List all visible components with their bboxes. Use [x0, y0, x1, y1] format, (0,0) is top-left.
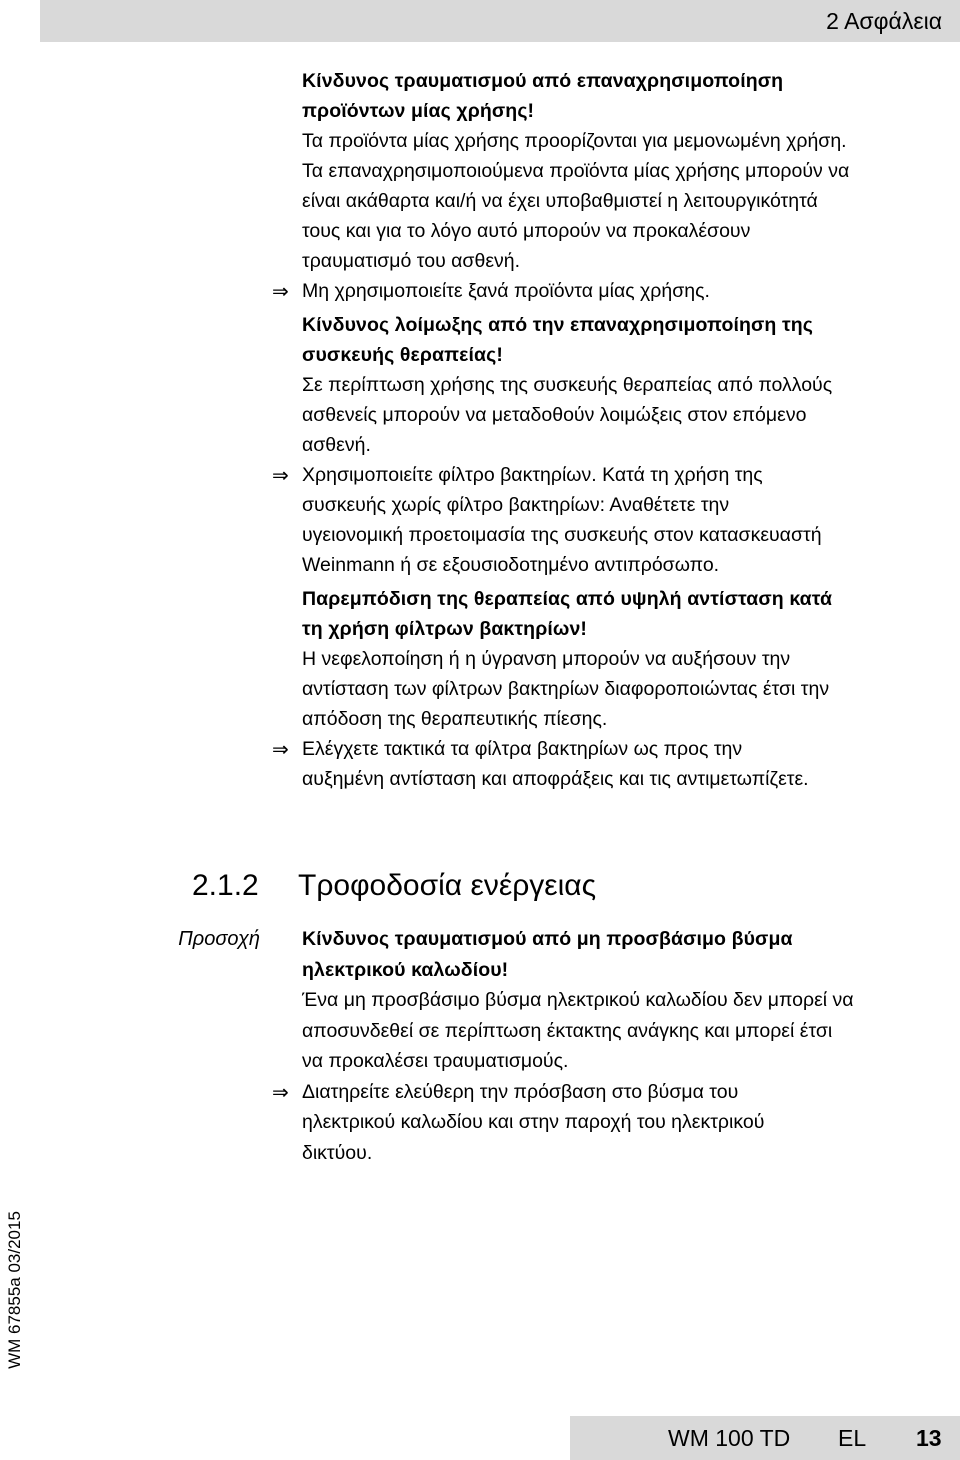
warning-body: Η νεφελοποίηση ή η ύγρανση μπορούν να αυξήσουν την αντίσταση των φίλτρων βακτηρίων διαφοροποιώντας έτσι την απόδοση της θεραπευτικής πίεσης. [302, 648, 830, 730]
warning-action: ⇒ Ελέγχετε τακτικά τα φίλτρα βακτηρίων ως προς την αυξημένη αντίσταση και αποφράξεις και τις αντιμετωπίζετε. [272, 734, 954, 794]
warning-infection [272, 310, 954, 580]
arrow-right-icon: ⇒ [272, 279, 289, 303]
warning-action: ⇒ Χρησιμοποιείτε φίλτρο βακτηρίων. Κατά τη χρήση της συσκευής χωρίς φίλτρο βακτηρίων: Αναθέτετε την υγειονομική προετοιμασία της συσκευής στον κατασκευαστή Weinmann ή σε εξουσιοδοτημένο αντιπρόσωπο. [272, 460, 954, 580]
warning-reuse-single-use [272, 66, 954, 306]
caution-label: Προσοχή [178, 928, 260, 950]
warning-heading: Κίνδυνος τραυματισμού από μη προσβάσιμο βύσμα ηλεκτρικού καλωδίου! [302, 928, 793, 981]
warning-heading: Παρεμπόδιση της θεραπείας από υψηλή αντίσταση κατά τη χρήση φίλτρων βακτηρίων! [302, 588, 833, 640]
page-number: 13 [916, 1425, 942, 1451]
power-supply-warning [272, 924, 954, 1172]
warnings-content [272, 66, 954, 798]
arrow-right-icon: ⇒ [272, 1079, 289, 1104]
warning-body: Τα προϊόντα μίας χρήσης προορίζονται για μεμονωμένη χρήση. Τα επαναχρησιμοποιούμενα προϊόντα μίας χρήσης μπορούν να είναι ακάθαρτα και/ή να έχει υποβαθμιστεί η λειτουργικότητά τους και για το λόγο αυτό μπορούν να προκαλέσουν τραυματισμό του ασθενή. [302, 130, 850, 272]
warning-bacteria-filter-resistance [272, 584, 954, 794]
footer-language: EL [838, 1425, 867, 1451]
chapter-title: 2 Ασφάλεια [826, 8, 942, 34]
document-code: WM 67855a 03/2015 [5, 1211, 24, 1369]
warning-action: ⇒ Διατηρείτε ελεύθερη την πρόσβαση στο βύσμα του ηλεκτρικού καλωδίου και στην παροχή του ηλεκτρικού δικτύου. [272, 1077, 954, 1169]
footer-model: WM 100 TD [668, 1425, 791, 1451]
section-title: Τροφοδοσία ενέργειας [298, 869, 597, 902]
page-footer [570, 1416, 960, 1460]
section-number: 2.1.2 [192, 869, 259, 902]
warning-heading: Κίνδυνος τραυματισμού από επαναχρησιμοποίηση προϊόντων μίας χρήσης! [302, 70, 784, 122]
warning-body: Σε περίπτωση χρήσης της συσκευής θεραπείας από πολλούς ασθενείς μπορούν να μεταδοθούν λοιμώξεις στον επόμενο ασθενή. [302, 374, 833, 456]
arrow-right-icon: ⇒ [272, 463, 289, 487]
warning-heading: Κίνδυνος λοίμωξης από την επαναχρησιμοποίηση της συσκευής θεραπείας! [302, 314, 814, 366]
warning-action: ⇒ Μη χρησιμοποιείτε ξανά προϊόντα μίας χρήσης. [272, 276, 954, 306]
page-header [40, 0, 960, 42]
warning-body: Ένα μη προσβάσιμο βύσμα ηλεκτρικού καλωδίου δεν μπορεί να αποσυνδεθεί σε περίπτωση έκτακτης ανάγκης και μπορεί έτσι να προκαλέσει τραυματισμούς. [302, 989, 854, 1072]
arrow-right-icon: ⇒ [272, 737, 289, 761]
